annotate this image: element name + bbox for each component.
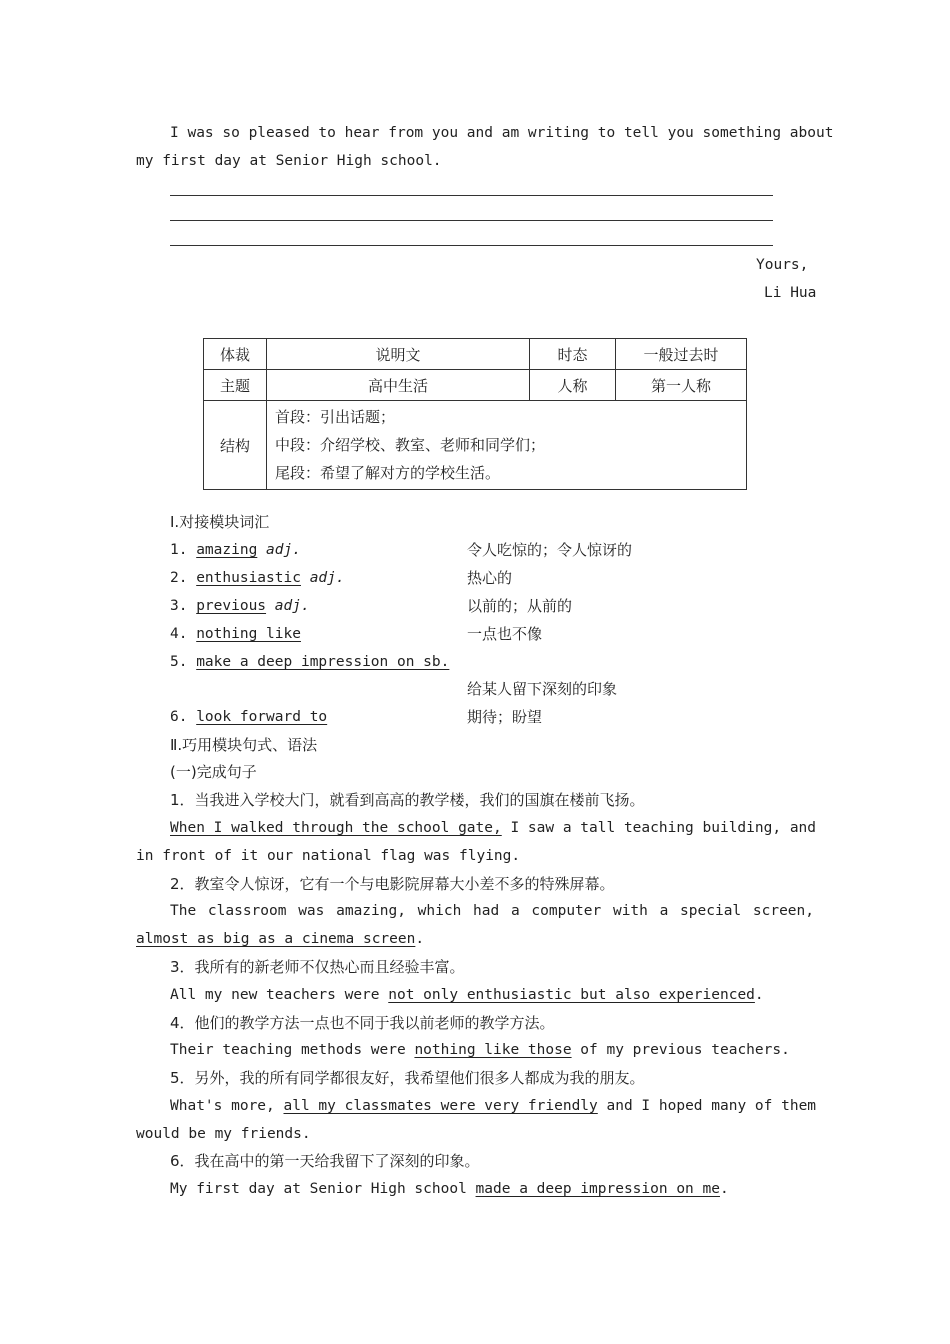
- vocab-item: 3. previous adj.: [170, 598, 310, 614]
- sentence-answer-cont: would be my friends.: [136, 1126, 311, 1142]
- vocab-meaning: 给某人留下深刻的印象: [467, 680, 618, 698]
- structure-line: 尾段：希望了解对方的学校生活。: [275, 464, 501, 482]
- sentence-answer: What's more, all my classmates were very friendly and I hoped many of them: [170, 1098, 817, 1114]
- sentence-answer: All my new teachers were not only enthusiastic but also experienced.: [170, 987, 764, 1003]
- summary-table: [203, 338, 747, 490]
- vocab-item: 4. nothing like: [170, 626, 301, 642]
- sentence-prompt: 2．教室令人惊讶，它有一个与电影院屏幕大小差不多的特殊屏幕。: [170, 875, 615, 893]
- table-cell: 时态: [530, 339, 616, 370]
- vocab-heading: Ⅰ.对接模块词汇: [170, 513, 270, 531]
- sentence-answer: Their teaching methods were nothing like those of my previous teachers.: [170, 1042, 790, 1058]
- sentence-answer: My first day at Senior High school made a deep impression on me.: [170, 1181, 729, 1197]
- blank-line: [170, 220, 773, 221]
- sentence-prompt: 5．另外，我的所有同学都很友好，我希望他们很多人都成为我的朋友。: [170, 1069, 645, 1087]
- grammar-heading: Ⅱ.巧用模块句式、语法: [170, 736, 318, 754]
- structure-line: 首段：引出话题；: [275, 408, 396, 426]
- table-cell: 第一人称: [616, 370, 747, 401]
- letter-closing: Yours,: [756, 257, 809, 273]
- table-cell: 体裁: [204, 339, 267, 370]
- vocab-meaning: 令人吃惊的；令人惊讶的: [467, 541, 633, 559]
- sentence-answer-cont: almost as big as a cinema screen.: [136, 931, 425, 947]
- sentence-prompt: 4．他们的教学方法一点也不同于我以前老师的教学方法。: [170, 1014, 555, 1032]
- table-cell: 一般过去时: [616, 339, 747, 370]
- sentence-prompt: 1．当我进入学校大门，就看到高高的教学楼，我们的国旗在楼前飞扬。: [170, 791, 645, 809]
- letter-opening-line2: my first day at Senior High school.: [136, 153, 442, 169]
- structure-cell: [267, 401, 747, 490]
- sentence-answer: When I walked through the school gate, I saw a tall teaching building, and: [170, 820, 817, 836]
- table-cell: 人称: [530, 370, 616, 401]
- vocab-meaning: 一点也不像: [467, 625, 543, 643]
- structure-line: 中段：介绍学校、教室、老师和同学们；: [275, 436, 546, 454]
- table-cell: 主题: [204, 370, 267, 401]
- sentence-prompt: 3．我所有的新老师不仅热心而且经验丰富。: [170, 958, 465, 976]
- vocab-item: 5. make a deep impression on sb.: [170, 654, 450, 670]
- sentence-answer-cont: in front of it our national flag was flying.: [136, 848, 521, 864]
- vocab-meaning: 以前的；从前的: [467, 597, 573, 615]
- vocab-item: 1. amazing adj.: [170, 542, 301, 558]
- vocab-meaning: 热心的: [467, 569, 513, 587]
- table-cell: 说明文: [267, 339, 530, 370]
- table-cell: 高中生活: [267, 370, 530, 401]
- blank-line: [170, 195, 773, 196]
- letter-opening-line1: I was so pleased to hear from you and am writing to tell you something about: [170, 125, 834, 141]
- sentence-answer: The classroom was amazing, which had a computer with a special screen,: [170, 903, 814, 919]
- letter-signature: Li Hua: [764, 285, 817, 301]
- sentence-prompt: 6．我在高中的第一天给我留下了深刻的印象。: [170, 1152, 480, 1170]
- grammar-subheading: (一)完成句子: [170, 763, 257, 781]
- blank-line: [170, 245, 773, 246]
- vocab-item: 6. look forward to: [170, 709, 328, 725]
- vocab-meaning: 期待；盼望: [467, 708, 543, 726]
- vocab-item: 2. enthusiastic adj.: [170, 570, 345, 586]
- table-cell: 结构: [204, 401, 267, 490]
